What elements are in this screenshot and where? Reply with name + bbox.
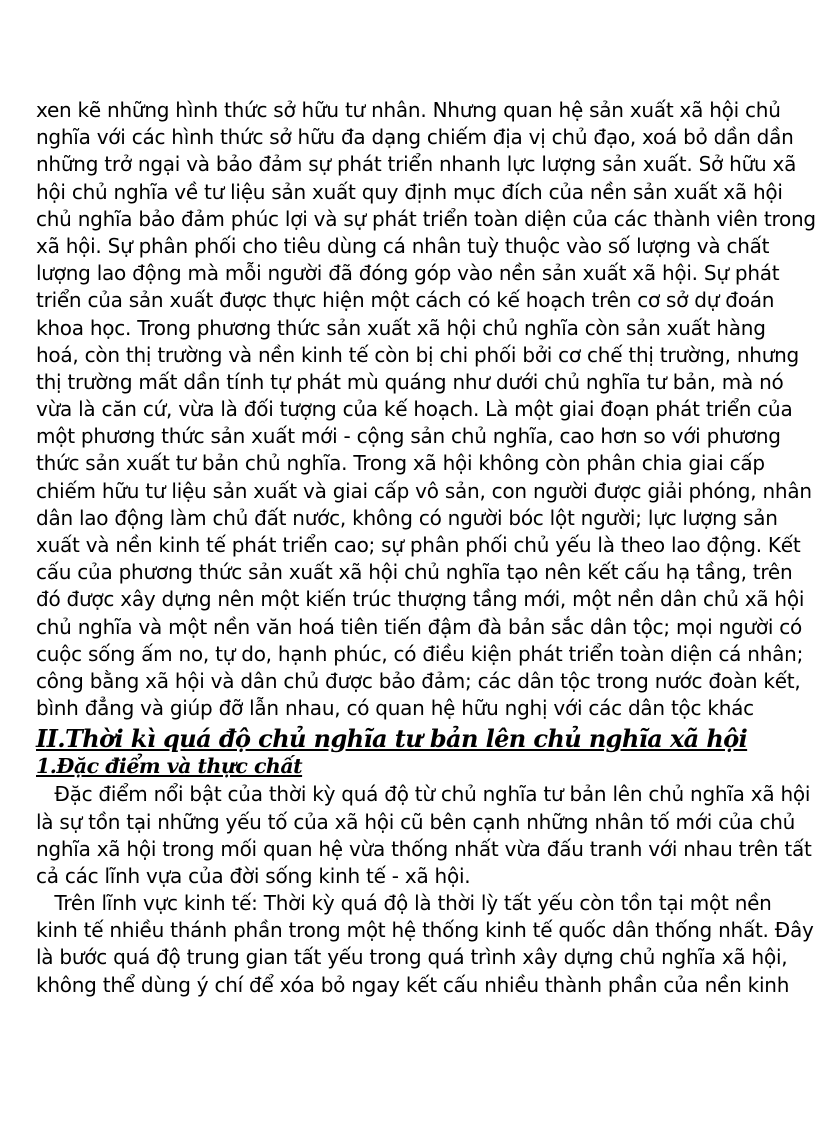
paragraph-3 [36,890,814,999]
text-line: là bước quá độ trung gian tất yếu trong quá trình xây dựng chủ nghĩa xã hội, [36,945,788,970]
text-line: Trên lĩnh vực kinh tế: Thời kỳ quá độ là thời lỳ tất yếu còn tồn tại một nền [36,891,772,916]
text-line: xuất và nền kinh tế phát triển cao; sự phân phối chủ yếu là theo lao động. Kết [36,533,801,557]
text-line: xã hội. Sự phân phối cho tiêu dùng cá nhân tuỳ thuộc vào số lượng và chất [36,233,770,258]
text-line: xen kẽ những hình thức sở hữu tư nhân. Nhưng quan hệ sản xuất xã hội chủ [36,98,781,122]
text-line: chiếm hữu tư liệu sản xuất và giai cấp vô sản, con người được giải phóng, nhân [36,478,812,503]
text-line: nghĩa xã hội trong mối quan hệ vừa thống nhất vừa đấu tranh với nhau trên tất [36,836,812,861]
text-line: khoa học. Trong phương thức sản xuất xã hội chủ nghĩa còn sản xuất hàng [36,315,766,340]
text-line: không thể dùng ý chí để xóa bỏ ngay kết cấu nhiều thành phần của nền kinh [36,972,790,997]
text-line: vừa là căn cứ, vừa là đối tượng của kế hoạch. Là một giai đoạn phát triển của [36,397,793,422]
text-line: Đặc điểm nổi bật của thời kỳ quá độ từ chủ nghĩa tư bản lên chủ nghĩa xã hội [36,782,811,807]
text-line: đó được xây dựng nên một kiến trúc thượng tầng mới, một nền dân chủ xã hội [36,587,805,612]
subsection-heading: 1.Đặc điểm và thực chất [36,754,303,779]
section-heading: II.Thời kì quá độ chủ nghĩa tư bản lên chủ nghĩa xã hội [36,724,748,754]
text-line: kinh tế nhiều thánh phần trong một hệ thống kinh tế quốc dân thống nhất. Đây [36,918,814,943]
document-page [36,97,816,999]
text-line: cấu của phương thức sản xuất xã hội chủ nghĩa tạo nên kết cấu hạ tầng, trên [36,560,793,585]
text-line: một phương thức sản xuất mới - cộng sản chủ nghĩa, cao hơn so với phương [36,424,781,449]
text-line: bình đẳng và giúp đỡ lẫn nhau, có quan hệ hữu nghị với các dân tộc khác [36,696,754,721]
text-line: công bằng xã hội và dân chủ được bảo đảm; các dân tộc trong nước đoàn kết, [36,668,801,693]
text-line: thức sản xuất tư bản chủ nghĩa. Trong xã hội không còn phân chia giai cấp [36,451,765,476]
text-line: hội chủ nghĩa về tư liệu sản xuất quy định mục đích của nền sản xuất xã hội [36,179,783,204]
text-line: triển của sản xuất được thực hiện một cách có kế hoạch trên cơ sở dự đoán [36,288,775,313]
paragraph-1 [36,97,816,722]
paragraph-2 [36,781,812,890]
text-line: chủ nghĩa bảo đảm phúc lợi và sự phát triển toàn diện của các thành viên trong [36,206,816,231]
text-line: cả các lĩnh vựa của đời sống kinh tế - xã hội. [36,863,471,888]
text-line: dân lao động làm chủ đất nước, không có người bóc lột người; lực lượng sản [36,505,778,530]
text-line: những trở ngại và bảo đảm sự phát triển nhanh lực lượng sản xuất. Sở hữu xã [36,152,797,177]
text-line: thị trường mất dần tính tự phát mù quáng như dưới chủ nghĩa tư bản, mà nó [36,369,784,394]
text-line: là sự tồn tại những yếu tố của xã hội cũ bên cạnh những nhân tố mới của chủ [36,809,796,834]
text-line: lượng lao động mà mỗi người đã đóng góp vào nền sản xuất xã hội. Sự phát [36,261,780,286]
text-line: cuộc sống ấm no, tự do, hạnh phúc, có điều kiện phát triển toàn diện cá nhân; [36,641,804,666]
text-line: hoá, còn thị trường và nền kinh tế còn bị chi phối bởi cơ chế thị trường, nhưng [36,342,799,367]
text-line: chủ nghĩa và một nền văn hoá tiên tiến đậm đà bản sắc dân tộc; mọi người có [36,614,803,639]
text-line: nghĩa với các hình thức sở hữu đa dạng chiếm địa vị chủ đạo, xoá bỏ dần dần [36,125,794,150]
